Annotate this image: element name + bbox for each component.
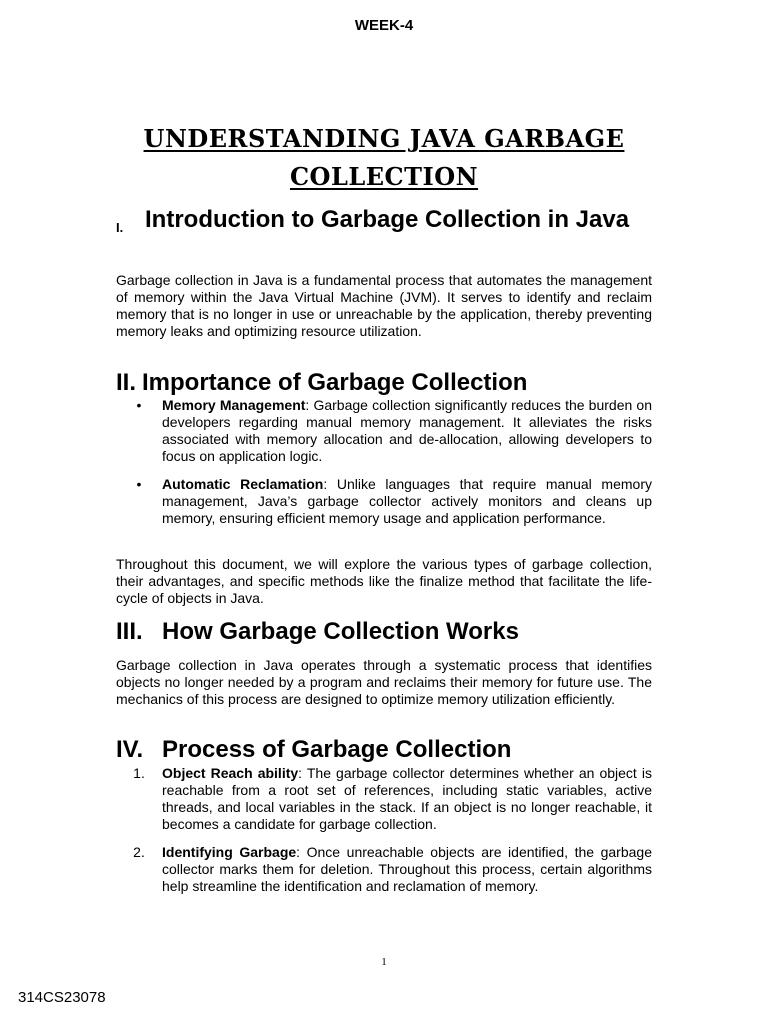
list-text: : The garbage collector determines whether an object is reachable from a root set of references, including static variables, active threads, and local variables in the stack. If an object is no longer reachable, it becomes a candidate for garbage collection.: [162, 765, 652, 832]
page-header: WEEK-4: [354, 17, 414, 34]
list-item: [116, 844, 652, 895]
section-1-paragraph: Garbage collection in Java is a fundamental process that automates the management of memory within the Java Virtual Machine (JVM). It serves to identify and reclaim memory that is no longer in use or unreachable by the application, thereby preventing memory leaks and optimizing resource utilization.: [116, 272, 652, 339]
section-3-number: III.: [116, 618, 143, 645]
section-1-heading: [116, 206, 652, 242]
list-term: Object Reach ability: [162, 765, 299, 781]
section-3-title: How Garbage Collection Works: [162, 618, 519, 645]
bullet-body: [162, 476, 652, 527]
section-2-title: Importance of Garbage Collection: [142, 369, 528, 396]
section-4-title: Process of Garbage Collection: [162, 736, 512, 763]
list-text: : Once unreachable objects are identified, the garbage collector marks them for deletion. Throughout this process, certain algorithms help streamline the identification and reclamation of memory.: [162, 844, 652, 894]
section-1-title: Introduction to Garbage Collection in Java: [145, 206, 630, 233]
list-term: Identifying Garbage: [162, 844, 297, 860]
section-4-heading: [116, 736, 652, 764]
bullet-term: Automatic Reclamation: [162, 476, 324, 492]
section-4-number: IV.: [116, 736, 144, 763]
document-title: [100, 120, 668, 196]
bullet-body: [162, 397, 652, 465]
bullet-text: : Garbage collection significantly reduces the burden on developers regarding manual memory management. It alleviates the risks associated with memory allocation and de-allocation, allowing developers to focus on application logic.: [162, 397, 652, 464]
section-2-heading: [116, 369, 652, 397]
roll-number: 314CS23078: [18, 989, 106, 1006]
section-2-paragraph: Throughout this document, we will explore the various types of garbage collection, their advantages, and specific methods like the finalize method that facilitate the life-cycle of objects in Java.: [116, 556, 652, 606]
title-line-1: UNDERSTANDING JAVA GARBAGE: [143, 124, 625, 153]
list-body: [162, 765, 652, 833]
bullet-text: : Unlike languages that require manual memory management, Java’s garbage collector actively monitors and cleans up memory, ensuring efficient memory usage and application performance.: [162, 476, 652, 526]
bullet-item: [116, 476, 652, 527]
section-3-paragraph: Garbage collection in Java operates through a systematic process that identifies objects no longer needed by a program and reclaims their memory for future use. The mechanics of this process are designed to optimize memory utilization efficiently.: [116, 657, 652, 707]
list-number: 2.: [133, 844, 145, 860]
section-1-number: I.: [116, 220, 124, 235]
list-body: [162, 844, 652, 895]
bullet-icon: •: [136, 476, 142, 492]
bullet-term: Memory Management: [162, 397, 306, 413]
title-line-2: COLLECTION: [289, 162, 479, 191]
section-3-heading: [116, 618, 652, 646]
list-item: [116, 765, 652, 833]
section-2-number: II.: [116, 369, 137, 396]
list-number: 1.: [133, 765, 145, 781]
bullet-icon: •: [136, 397, 142, 413]
bullet-item: [116, 397, 652, 465]
page-number: 1: [381, 956, 387, 968]
